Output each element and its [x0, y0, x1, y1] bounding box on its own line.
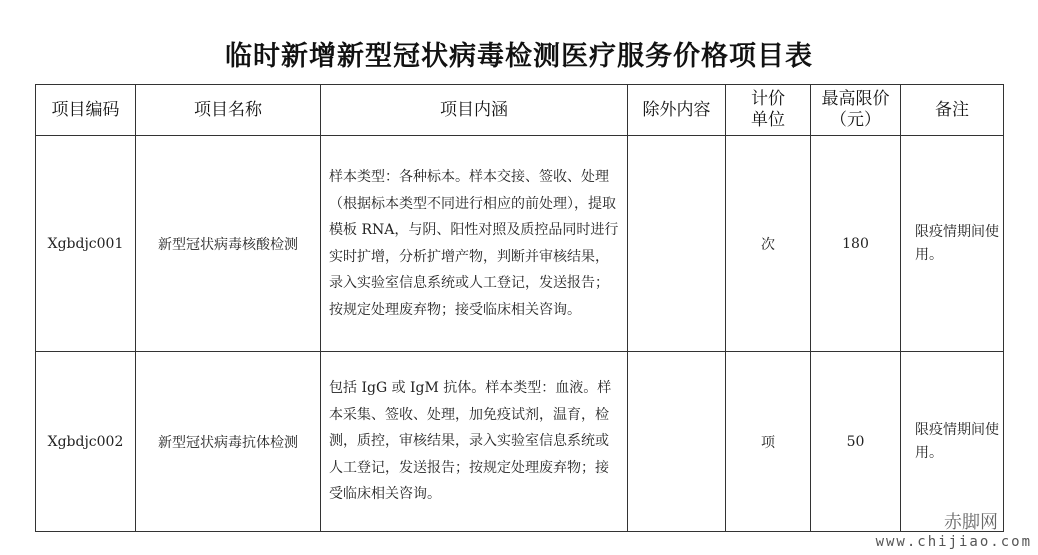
watermark-brand: 赤脚网	[944, 512, 998, 533]
price-table	[35, 84, 1004, 532]
header-unit-line1: 计价	[751, 89, 785, 109]
header-unit-line2: 单位	[751, 110, 785, 130]
cell-name: 新型冠状病毒核酸检测	[136, 136, 321, 352]
header-content: 项目内涵	[321, 85, 628, 136]
watermark-url: www.chijiao.com	[875, 534, 1032, 550]
cell-exclusions	[628, 136, 726, 352]
table-header-row	[36, 85, 1004, 136]
table-row	[36, 136, 1004, 352]
header-unit	[726, 85, 811, 136]
cell-code: Xgbdjc002	[36, 352, 136, 532]
cell-content: 包括 IgG 或 IgM 抗体。样本类型：血液。样本采集、签收、处理，加免疫试剂，温育，检测，质控，审核结果，录入实验室信息系统或人工登记，发送报告；按规定处理废弃物；接受临床相关咨询。	[321, 352, 628, 532]
cell-unit: 项	[726, 352, 811, 532]
cell-exclusions	[628, 352, 726, 532]
header-code: 项目编码	[36, 85, 136, 136]
page-title: 临时新增新型冠状病毒检测医疗服务价格项目表	[225, 41, 813, 72]
cell-remarks: 限疫情期间使用。	[901, 352, 1004, 532]
cell-unit: 次	[726, 136, 811, 352]
header-remarks: 备注	[901, 85, 1004, 136]
cell-name: 新型冠状病毒抗体检测	[136, 352, 321, 532]
header-price-line2: （元）	[830, 110, 881, 130]
cell-content: 样本类型：各种标本。样本交接、签收、处理（根据标本类型不同进行相应的前处理），提取模板 RNA，与阴、阳性对照及质控品同时进行实时扩增，分析扩增产物，判断并审核结果，录入实验室信息系统或人工登记，发送报告；按规定处理废弃物；接受临床相关咨询。	[321, 136, 628, 352]
cell-price: 180	[811, 136, 901, 352]
header-name: 项目名称	[136, 85, 321, 136]
table-row	[36, 352, 1004, 532]
header-price	[811, 85, 901, 136]
cell-remarks: 限疫情期间使用。	[901, 136, 1004, 352]
header-exclusions: 除外内容	[628, 85, 726, 136]
cell-code: Xgbdjc001	[36, 136, 136, 352]
cell-price: 50	[811, 352, 901, 532]
header-price-line1: 最高限价	[821, 89, 890, 109]
